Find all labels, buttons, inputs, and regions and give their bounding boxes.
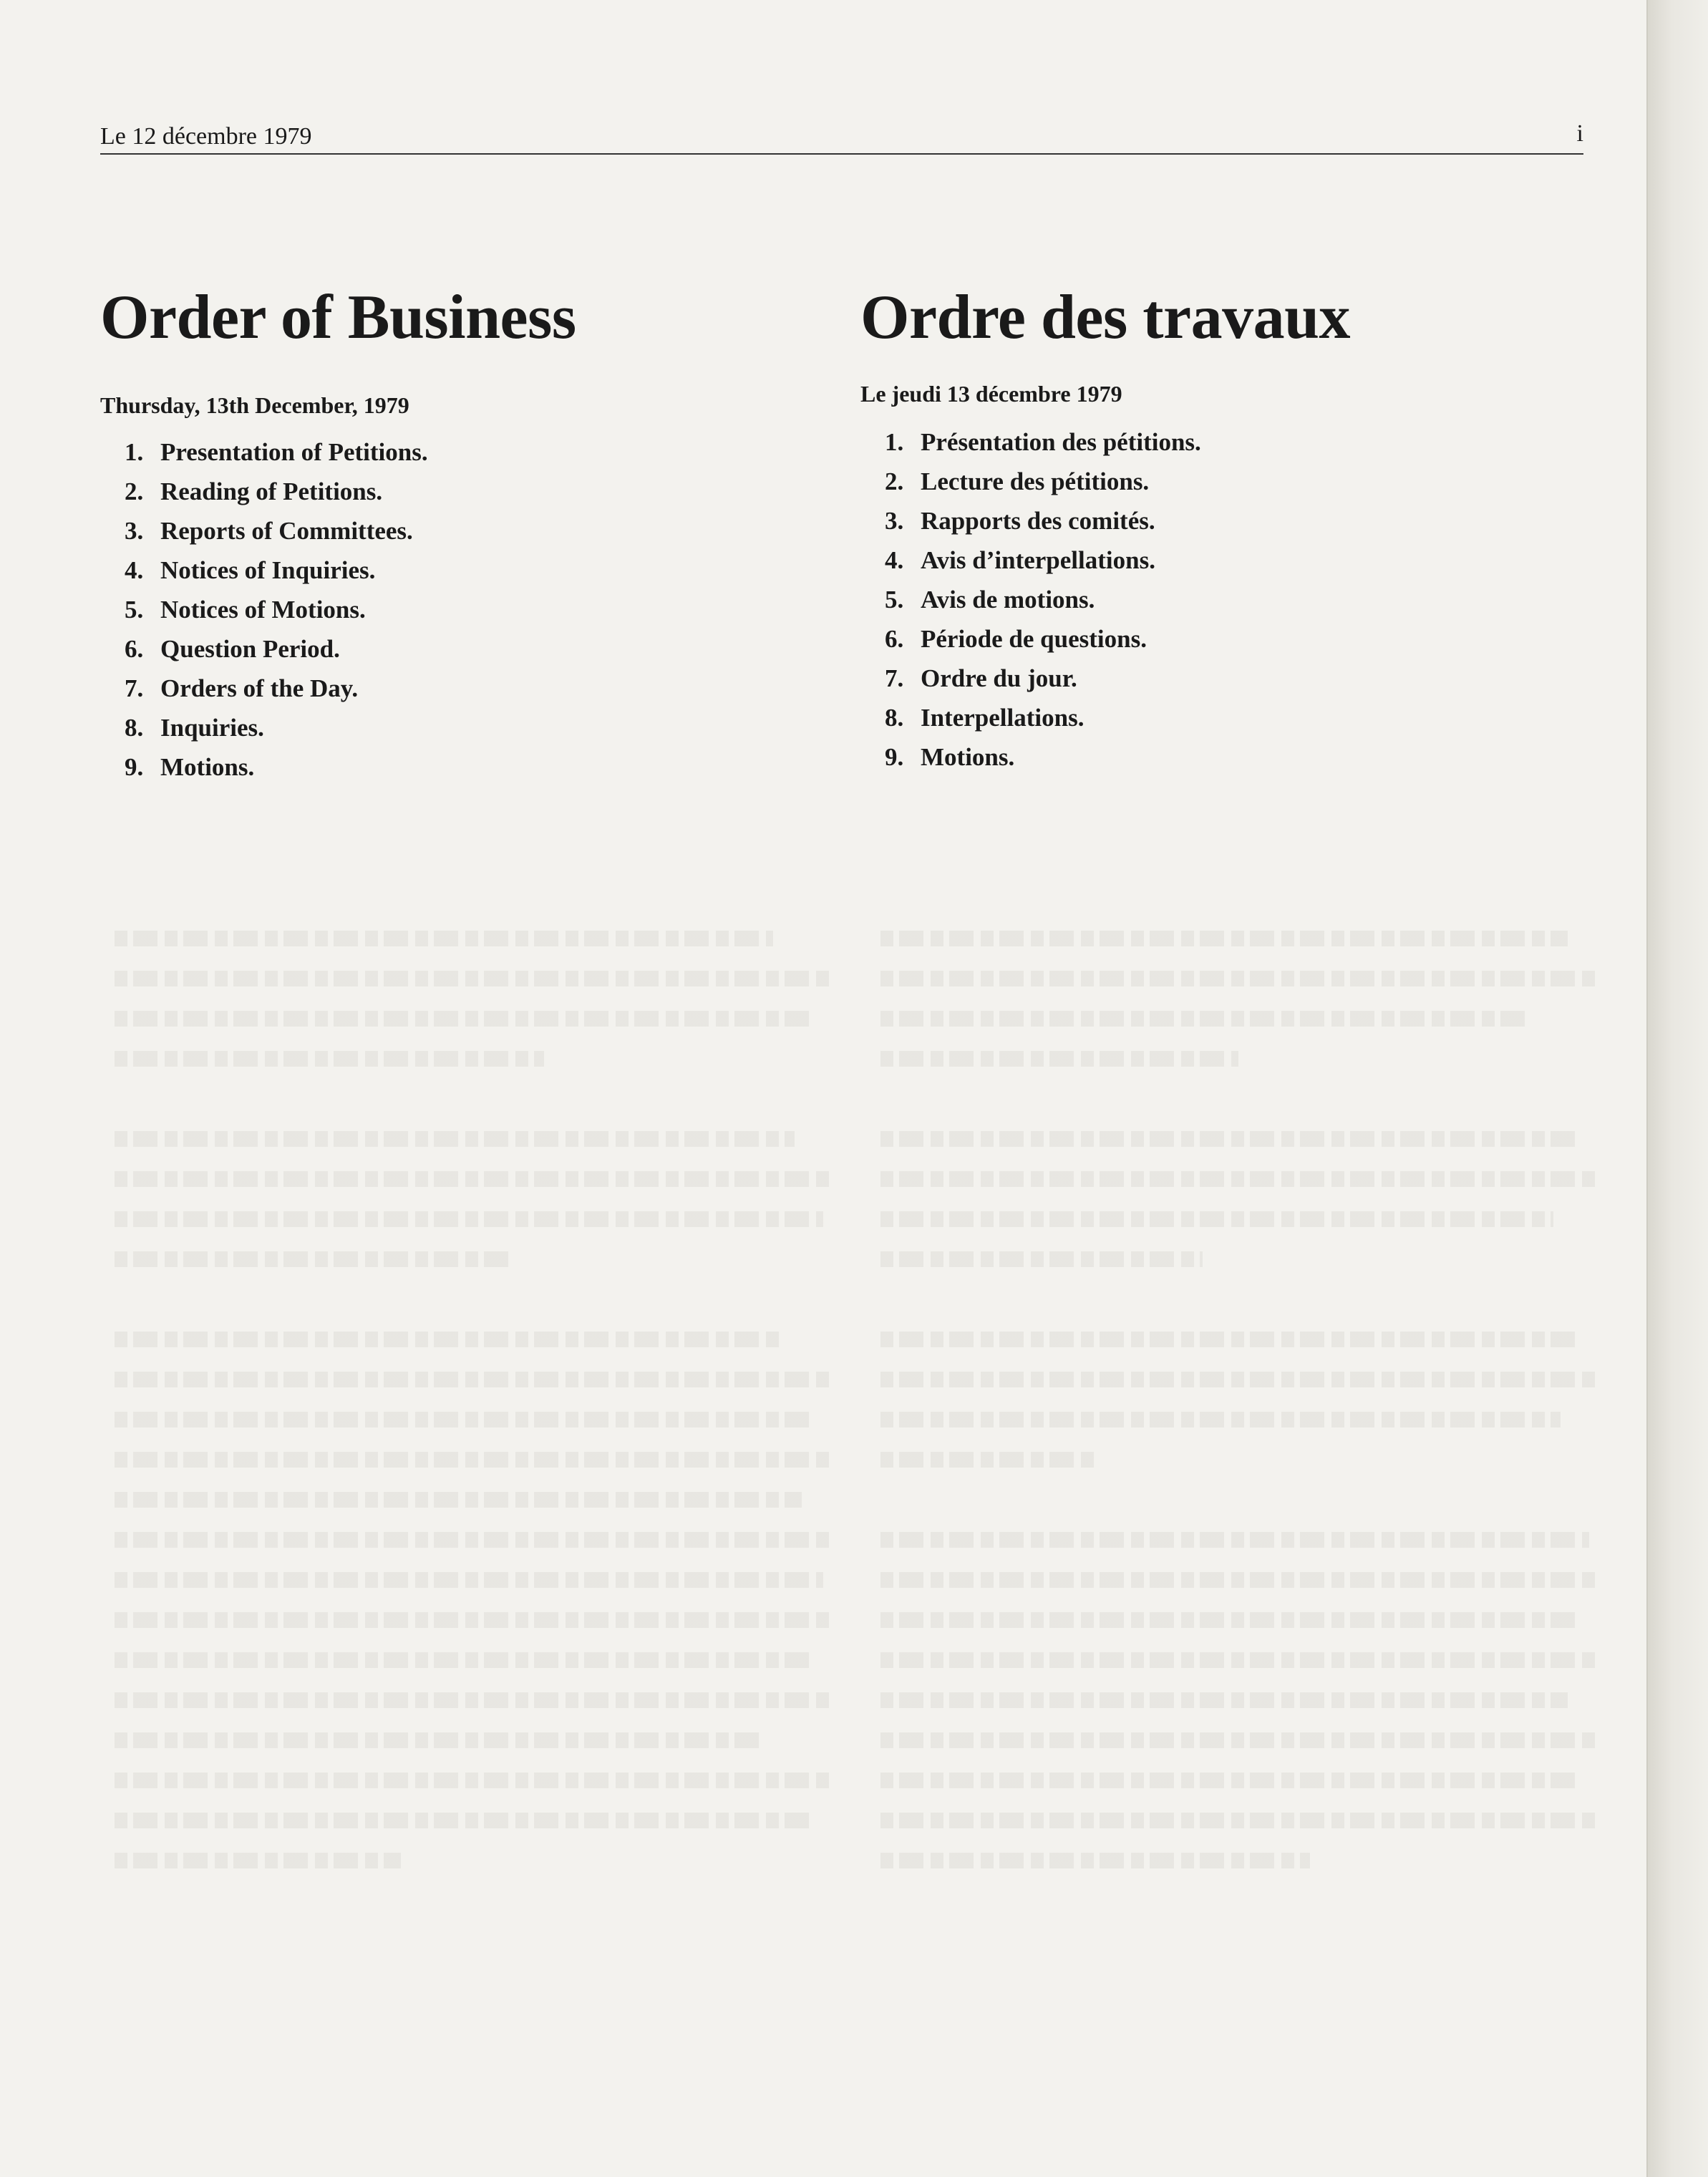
list-item: 2. Lecture des pétitions. bbox=[885, 467, 1150, 495]
list-item: 1. Présentation des pétitions. bbox=[885, 428, 1201, 456]
french-title: Ordre des travaux bbox=[860, 283, 1351, 352]
list-item: 6. Période de questions. bbox=[885, 625, 1147, 653]
english-sitting-date: Thursday, 13th December, 1979 bbox=[100, 392, 409, 418]
header-date: Le 12 décembre 1979 bbox=[100, 123, 312, 150]
page-number: i bbox=[1576, 120, 1583, 147]
list-item: 5. Notices of Motions. bbox=[125, 596, 366, 624]
list-item: 4. Notices of Inquiries. bbox=[125, 556, 376, 584]
english-title: Order of Business bbox=[100, 283, 576, 352]
list-item: 4. Avis d’interpellations. bbox=[885, 546, 1155, 574]
bleed-through-texture-right bbox=[880, 931, 1596, 1893]
french-order-list bbox=[885, 422, 1201, 777]
list-item: 3. Rapports des comités. bbox=[885, 507, 1155, 535]
list-item: 2. Reading of Petitions. bbox=[125, 477, 383, 505]
list-item: 5. Avis de motions. bbox=[885, 586, 1095, 614]
english-order-list bbox=[125, 432, 428, 787]
header-rule bbox=[100, 153, 1583, 155]
page-header bbox=[100, 120, 1583, 152]
list-item: 8. Interpellations. bbox=[885, 704, 1085, 732]
list-item: 9. Motions. bbox=[885, 743, 1015, 771]
english-column bbox=[100, 283, 816, 781]
list-item: 7. Orders of the Day. bbox=[125, 674, 359, 702]
french-column bbox=[860, 283, 1576, 771]
bleed-through-texture-left bbox=[115, 931, 830, 1893]
list-item: 1. Presentation of Petitions. bbox=[125, 438, 428, 466]
list-item: 7. Ordre du jour. bbox=[885, 664, 1077, 692]
list-item: 9. Motions. bbox=[125, 753, 255, 781]
list-item: 3. Reports of Committees. bbox=[125, 517, 413, 545]
french-sitting-date: Le jeudi 13 décembre 1979 bbox=[860, 381, 1122, 407]
list-item: 8. Inquiries. bbox=[125, 714, 264, 742]
list-item: 6. Question Period. bbox=[125, 635, 340, 663]
page-edge bbox=[1646, 0, 1708, 2177]
